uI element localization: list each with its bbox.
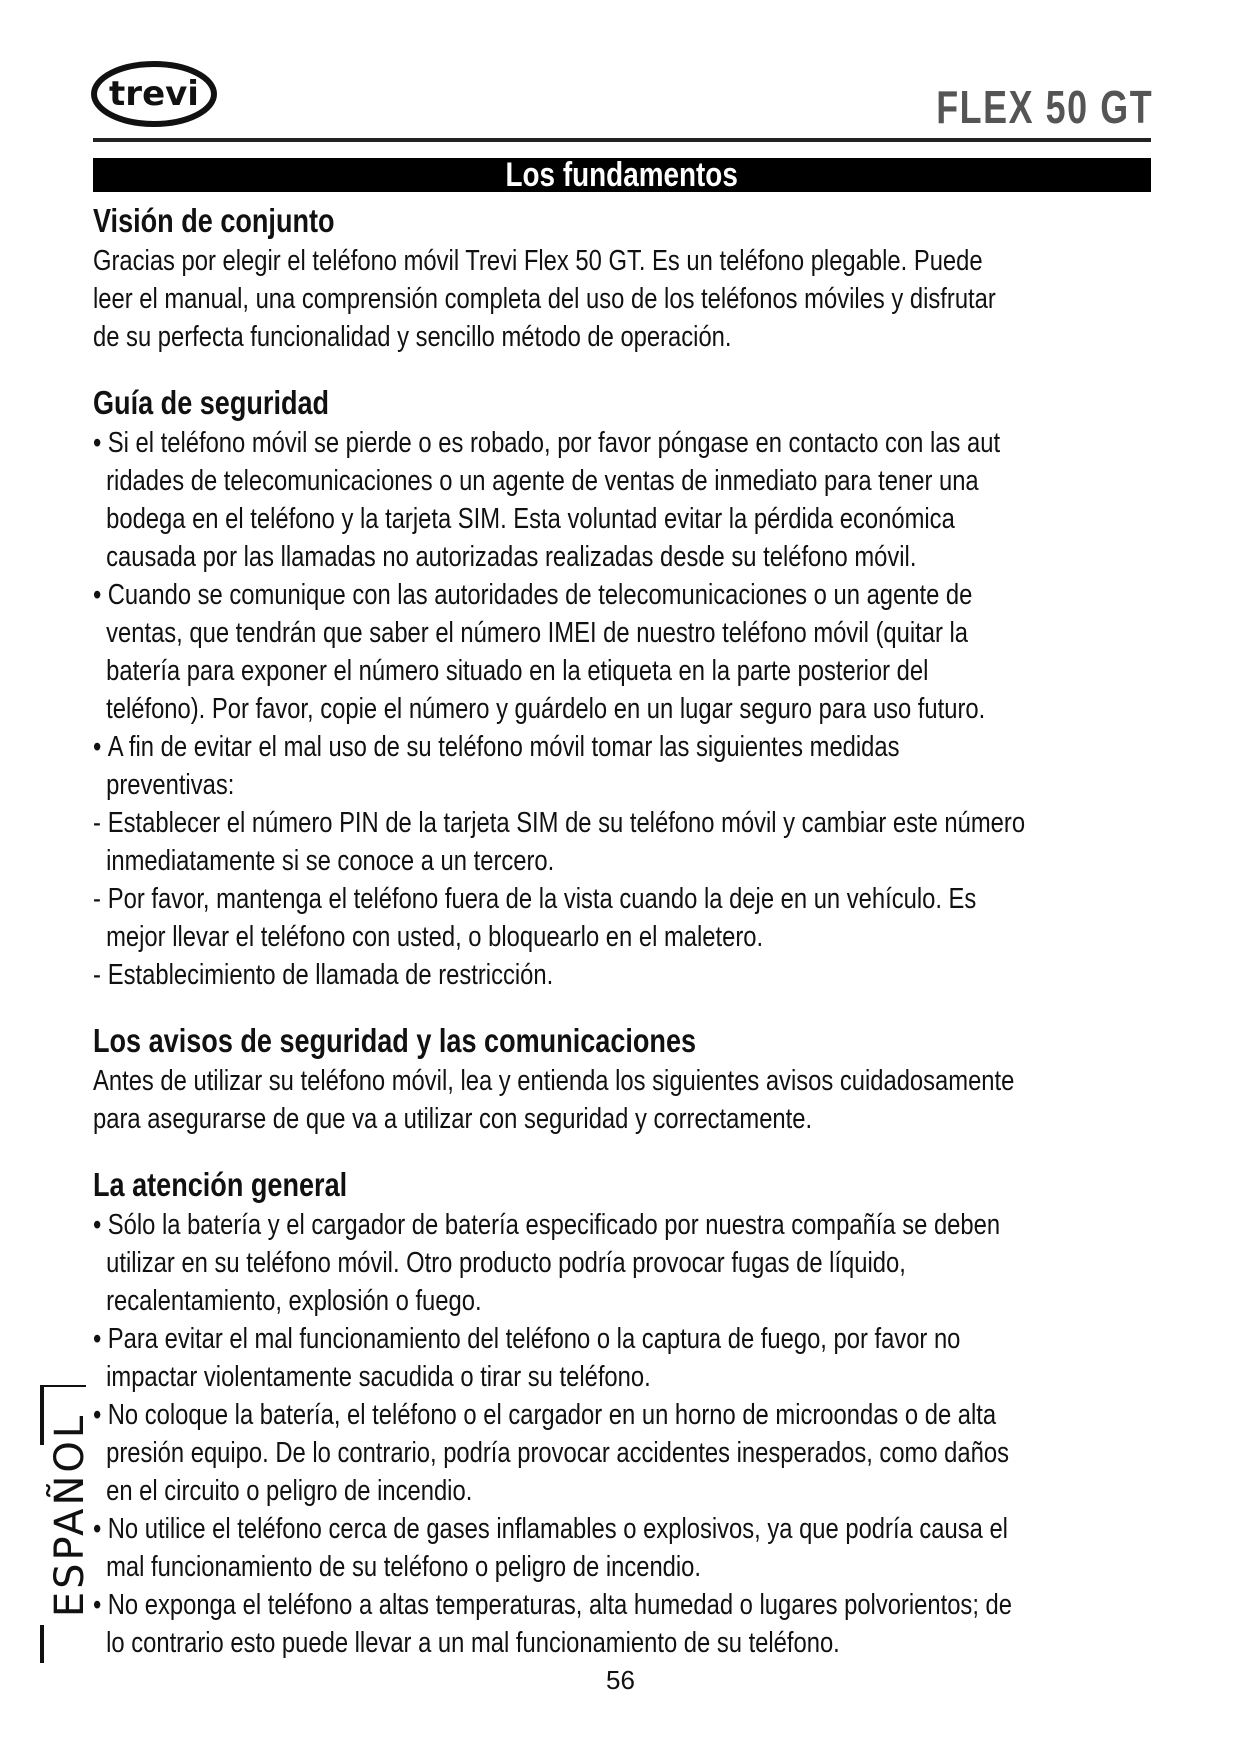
section-heading: Visión de conjunto (93, 202, 335, 239)
bullet-mark: • (93, 427, 102, 459)
dash-mark: - (93, 807, 101, 839)
section-heading: Guía de seguridad (93, 384, 330, 421)
section-safety-notices (93, 1020, 1028, 1138)
list-item (93, 1396, 1028, 1510)
section-safety-guide (93, 382, 1028, 994)
language-tab-label: ESPAÑOL (47, 1412, 93, 1618)
bullet-mark: • (93, 579, 102, 611)
list-item (93, 728, 1028, 804)
section-banner (93, 158, 1151, 192)
section-overview (93, 200, 1028, 356)
section-heading: La atención general (93, 1166, 348, 1203)
list-item (93, 424, 1028, 576)
side-tab-top-rule (40, 1385, 86, 1387)
list-item-text: Por favor, mantenga el teléfono fuera de la vista cuando la deje en un vehículo. Es mejor llevar el teléfono con usted, o bloquearlo en el maletero. (106, 883, 977, 953)
section-paragraph: Antes de utilizar su teléfono móvil, lea y entienda los siguientes avisos cuidadosamente para asegurarse de que va a utilizar con seguridad y correctamente. (93, 1065, 1015, 1135)
list-item (93, 1320, 1028, 1396)
bullet-mark: • (93, 1323, 102, 1355)
list-item (93, 1206, 1028, 1320)
section-general-attention (93, 1164, 1028, 1662)
dash-mark: - (93, 959, 101, 991)
bullet-mark: • (93, 731, 102, 763)
list-item (93, 956, 1028, 994)
bullet-mark: • (93, 1589, 102, 1621)
model-name: FLEX 50 GT (936, 81, 1153, 133)
list-item-text: Establecer el número PIN de la tarjeta SIM de su teléfono móvil y cambiar este número inmediatamente si se conoce a un tercero. (106, 807, 1026, 877)
section-paragraph: Gracias por elegir el teléfono móvil Trevi Flex 50 GT. Es un teléfono plegable. Puede leer el manual, una comprensión completa del uso de los teléfonos móviles y disfrutar de su perfecta funcionalidad y sencillo método de operación. (93, 245, 996, 353)
page-number: 56 (606, 1665, 635, 1695)
list-item-text: Sólo la batería y el cargador de batería especificado por nuestra compañía se deben utilizar en su teléfono móvil. Otro producto podría provocar fugas de líquido, recalentamiento, explosión o fuego. (106, 1209, 1001, 1317)
section-heading: Los avisos de seguridad y las comunicaciones (93, 1022, 697, 1059)
list-item-text: No utilice el teléfono cerca de gases inflamables o explosivos, ya que podría causa el mal funcionamiento de su teléfono o peligro de incendio. (106, 1513, 1008, 1583)
list-item (93, 880, 1028, 956)
list-item (93, 1586, 1028, 1662)
list-item-text: Cuando se comunique con las autoridades de telecomunicaciones o un agente de ventas, que tendrán que saber el número IMEI de nuestro teléfono móvil (quitar la batería para exponer el número situado en la etiqueta en la parte posterior del teléfono). Por favor, copie el número y guárdelo en un lugar seguro para uso futuro. (106, 579, 986, 725)
trevi-logo (90, 60, 218, 128)
list-item-text: No coloque la batería, el teléfono o el cargador en un horno de microondas o de alta presión equipo. De lo contrario, podría provocar accidentes inesperados, como daños en el circuito o peligro de incendio. (106, 1399, 1009, 1507)
side-tab-upper-line (40, 1385, 44, 1445)
document-body (93, 200, 1028, 1688)
list-item-text: Para evitar el mal funcionamiento del teléfono o la captura de fuego, por favor no impactar violentamente sacudida o tirar su teléfono. (106, 1323, 961, 1393)
bullet-mark: • (93, 1513, 102, 1545)
list-item (93, 576, 1028, 728)
list-item-text: A fin de evitar el mal uso de su teléfono móvil tomar las siguientes medidas preventivas: (106, 731, 900, 801)
bullet-mark: • (93, 1209, 102, 1241)
list-item (93, 1510, 1028, 1586)
dash-mark: - (93, 883, 101, 915)
logo-text: trevi (109, 74, 199, 114)
side-tab-lower-line (40, 1625, 44, 1663)
list-item-text: Si el teléfono móvil se pierde o es robado, por favor póngase en contacto con las aut ridades de telecomunicaciones o un agente de ventas de inmediato para tener una bodega en el teléfono y la tarjeta SIM. Esta voluntad evitar la pérdida económica causada por las llamadas no autorizadas realizadas desde su teléfono móvil. (106, 427, 1001, 573)
list-item (93, 804, 1028, 880)
bullet-mark: • (93, 1399, 102, 1431)
list-item-text: Establecimiento de llamada de restricción. (107, 959, 554, 991)
list-item-text: No exponga el teléfono a altas temperaturas, alta humedad o lugares polvorientos; de lo contrario esto puede llevar a un mal funcionamiento de su teléfono. (106, 1589, 1012, 1659)
header-rule (93, 138, 1151, 142)
banner-title: Los fundamentos (505, 156, 739, 194)
